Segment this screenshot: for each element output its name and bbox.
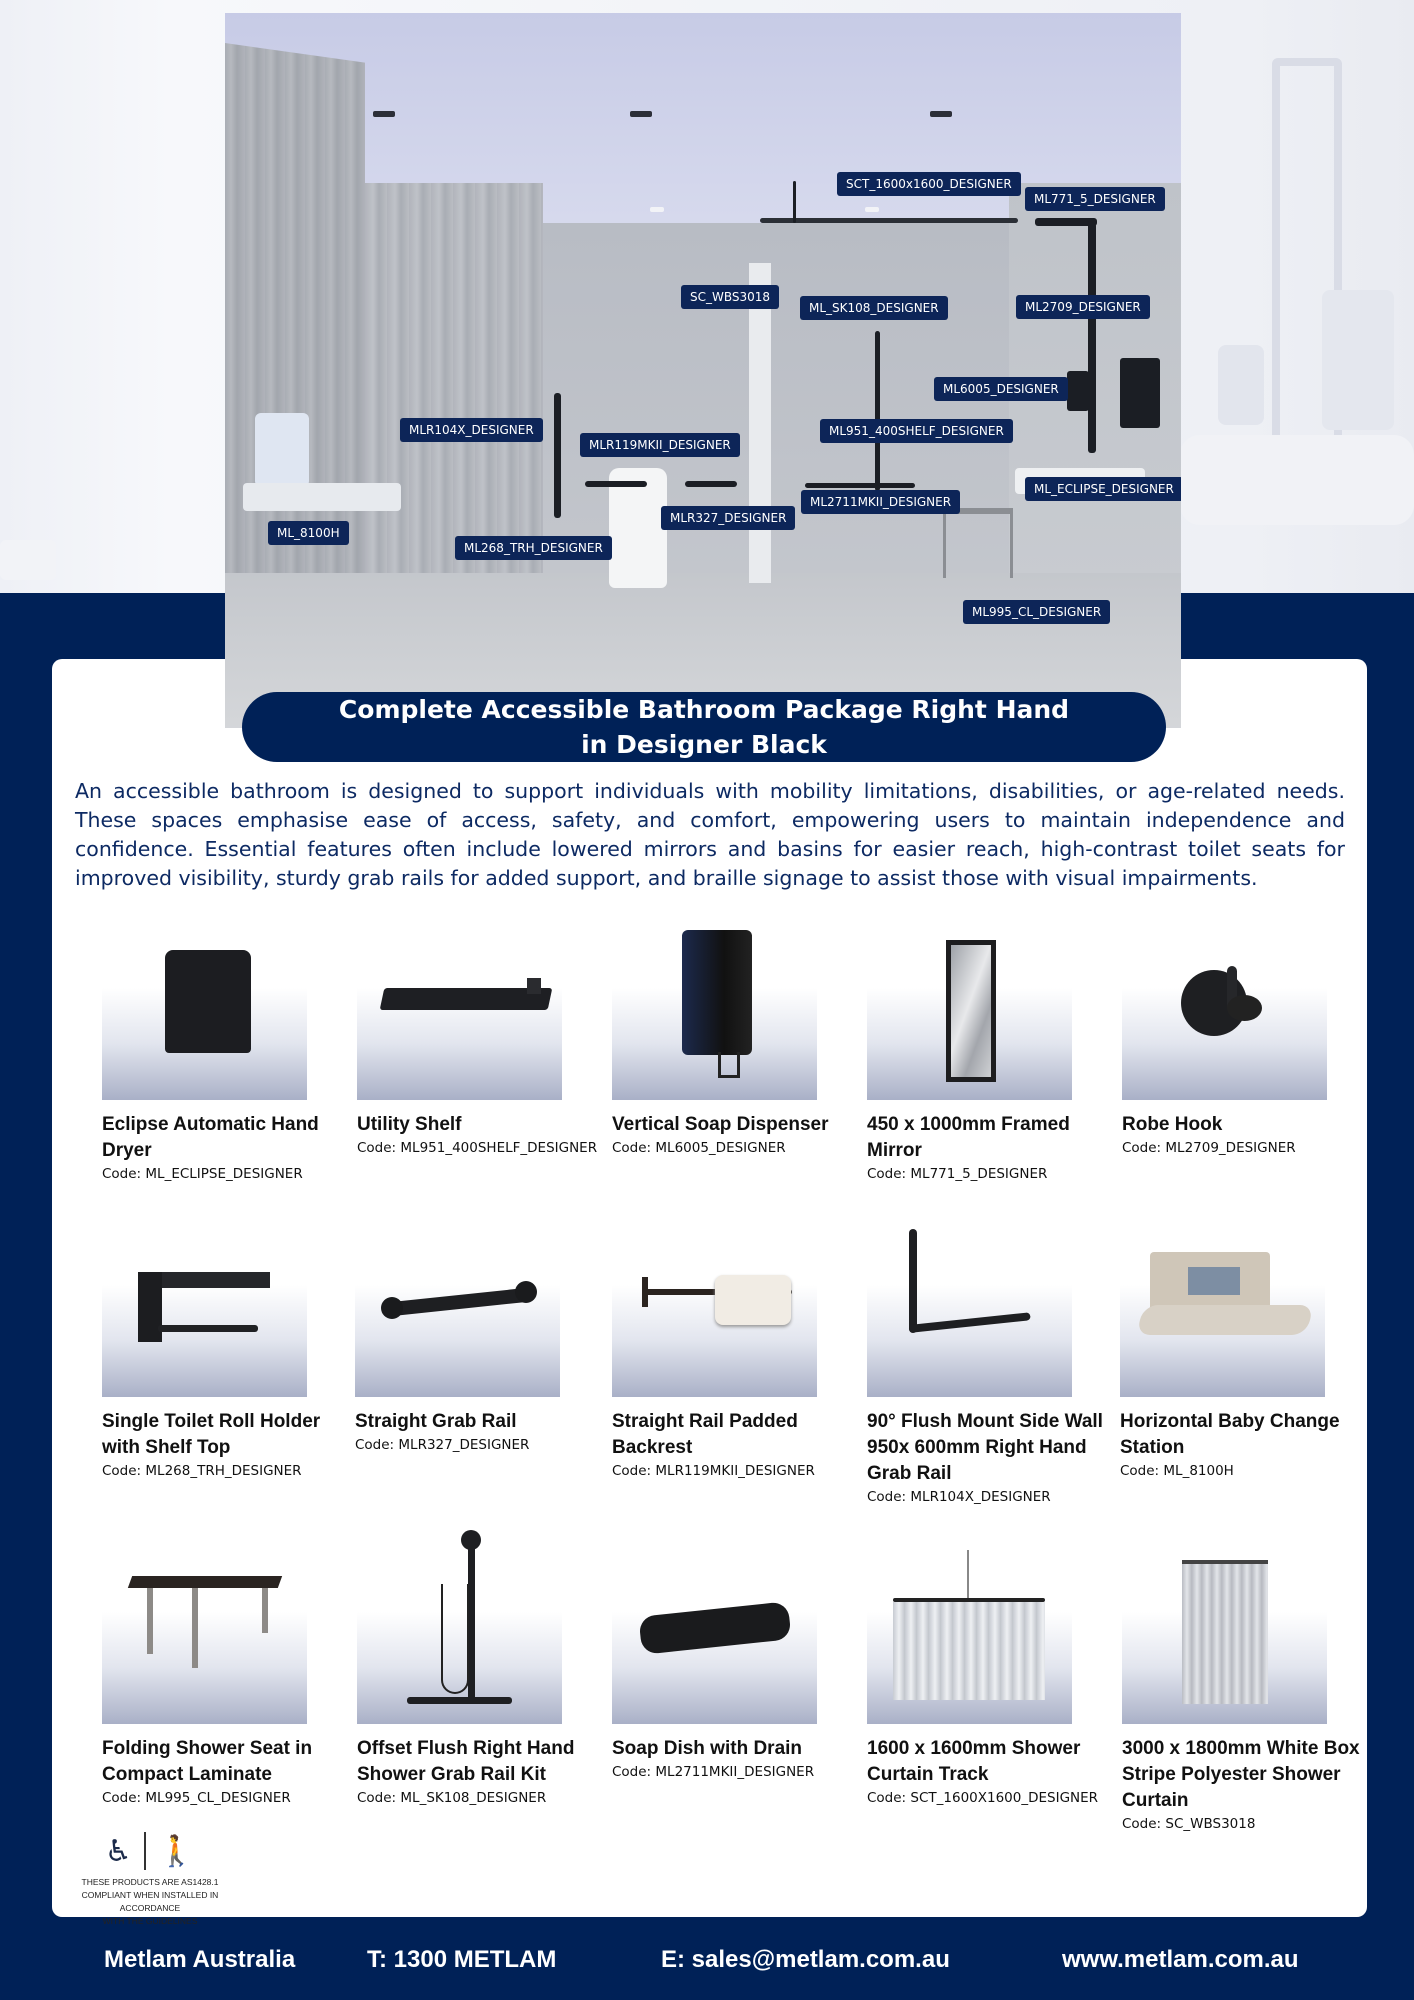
- product-image: [867, 1237, 1072, 1397]
- shower-seat: [943, 508, 1013, 578]
- product-code: Code: ML6005_DESIGNER: [612, 1140, 786, 1156]
- seat-leg: [192, 1588, 198, 1668]
- product-image: [102, 1237, 307, 1397]
- footer: [0, 1936, 1414, 1982]
- page-title: [242, 692, 1166, 762]
- product-image: [357, 940, 562, 1100]
- product-code: Code: ML995_CL_DESIGNER: [102, 1790, 291, 1806]
- product-name: Single Toilet Roll Holder with Shelf Top: [102, 1411, 321, 1458]
- hero-label: MLR104X_DESIGNER: [400, 418, 543, 442]
- product-code: Code: ML_ECLIPSE_DESIGNER: [102, 1166, 303, 1182]
- footer-company: Metlam Australia: [104, 1946, 296, 1973]
- footer-phone[interactable]: T: 1300 METLAM: [367, 1946, 557, 1973]
- hero-label: ML6005_DESIGNER: [934, 377, 1068, 401]
- baby-change-panel: [1188, 1267, 1240, 1295]
- product-card[interactable]: [102, 1237, 347, 1481]
- hero-label: MLR327_DESIGNER: [661, 506, 795, 530]
- mirror-icon: [946, 940, 996, 1082]
- hero-label: ML2709_DESIGNER: [1016, 295, 1150, 319]
- hero-label: SC_WBS3018: [681, 285, 779, 309]
- background-basin: [1180, 435, 1414, 525]
- page-title-line-1: Complete Accessible Bathroom Package Right Hand: [338, 695, 1070, 724]
- rail-flange: [515, 1281, 537, 1303]
- product-code: Code: ML_SK108_DESIGNER: [357, 1790, 547, 1806]
- product-code: Code: ML951_400SHELF_DESIGNER: [357, 1140, 598, 1156]
- product-code: Code: ML_8100H: [1120, 1463, 1234, 1479]
- product-code: Code: SC_WBS3018: [1122, 1816, 1256, 1832]
- backrest-arm: [642, 1277, 648, 1307]
- grab-rail-icon: [385, 1287, 534, 1316]
- curtain-track: [760, 218, 1018, 223]
- product-card[interactable]: [357, 940, 602, 1158]
- product-image: [357, 1564, 562, 1724]
- seat-leg: [147, 1588, 153, 1654]
- product-image: [612, 940, 817, 1100]
- l-grab-rail-icon: [909, 1229, 917, 1333]
- shower-rail-bottom: [407, 1697, 512, 1704]
- holder-bar: [158, 1325, 258, 1332]
- ceiling-light: [650, 207, 664, 212]
- product-card[interactable]: [357, 1564, 602, 1808]
- soap-dispenser-icon: [682, 930, 752, 1055]
- product-card[interactable]: [612, 1564, 857, 1782]
- footer-email[interactable]: E: sales@metlam.com.au: [661, 1946, 950, 1973]
- product-image: [1120, 1237, 1325, 1397]
- soap-dish-icon: [638, 1601, 791, 1654]
- seat-leg: [262, 1588, 268, 1633]
- hero-label: ML268_TRH_DESIGNER: [455, 536, 612, 560]
- ceiling-light: [930, 111, 952, 117]
- product-name: Vertical Soap Dispenser: [612, 1114, 829, 1135]
- product-image: [355, 1237, 560, 1397]
- compliance-text: [60, 1876, 240, 1928]
- product-name: Straight Grab Rail: [355, 1411, 517, 1432]
- product-image: [102, 1564, 307, 1724]
- product-code: Code: ML2709_DESIGNER: [1122, 1140, 1296, 1156]
- product-image: [612, 1237, 817, 1397]
- product-code: Code: SCT_1600X1600_DESIGNER: [867, 1790, 1099, 1806]
- curtain-track-icon: [967, 1550, 969, 1598]
- baby-change-table: [243, 483, 401, 511]
- product-name: Straight Rail Padded Backrest: [612, 1411, 798, 1458]
- product-name: Offset Flush Right Hand Shower Grab Rail Kit: [357, 1738, 575, 1785]
- intro-paragraph: An accessible bathroom is designed to support individuals with mobility limitations, disabilities, or age-related needs. These spaces emphasise ease of access, safety, and comfort, empowering users to maintain independence and confidence. Essential features often include lowered mirrors and basins for easier reach, high-contrast toilet seats for improved visibility, sturdy grab rails for added support, and braille signage to assist those with visual impairments.: [75, 779, 1345, 890]
- hero-label: ML_SK108_DESIGNER: [800, 296, 948, 320]
- robe-hook-knob: [1227, 995, 1262, 1021]
- curtain-fabric: [893, 1602, 1045, 1700]
- product-name: 90° Flush Mount Side Wall 950x 600mm Right Hand Grab Rail: [867, 1411, 1103, 1484]
- curtain-fabric: [1182, 1564, 1268, 1704]
- shower-grab-rail: [805, 483, 915, 488]
- bathroom-hero-image: [225, 13, 1181, 728]
- product-card[interactable]: [102, 1564, 347, 1808]
- shower-rail-kit-icon: [468, 1534, 475, 1704]
- shower-head: [461, 1530, 481, 1550]
- product-code: Code: ML268_TRH_DESIGNER: [102, 1463, 302, 1479]
- page-title-line-2: in Designer Black: [581, 730, 827, 759]
- product-image: [612, 1564, 817, 1724]
- product-card[interactable]: [612, 1237, 857, 1481]
- shower-grab-rail: [875, 331, 880, 491]
- product-code: Code: ML2711MKII_DESIGNER: [612, 1764, 815, 1780]
- product-image: [1122, 1564, 1327, 1724]
- product-card[interactable]: [1120, 1237, 1365, 1481]
- hero-label: ML2711MKII_DESIGNER: [801, 490, 960, 514]
- hero-label: ML_8100H: [268, 521, 349, 545]
- wheelchair-icon: ♿: [104, 1833, 132, 1869]
- background-fixture: [0, 540, 56, 580]
- product-name: Folding Shower Seat in Compact Laminate: [102, 1738, 313, 1785]
- product-image: [867, 1564, 1072, 1724]
- product-code: Code: MLR119MKII_DESIGNER: [612, 1463, 815, 1479]
- product-name: Soap Dish with Drain: [612, 1738, 803, 1759]
- product-code: Code: MLR104X_DESIGNER: [867, 1489, 1051, 1505]
- product-code: Code: ML771_5_DESIGNER: [867, 1166, 1048, 1182]
- ceiling-light: [630, 111, 652, 117]
- product-image: [102, 940, 307, 1100]
- product-card[interactable]: [1122, 1564, 1367, 1834]
- product-image: [1122, 940, 1327, 1100]
- compliance-badge: [60, 1830, 240, 1928]
- product-card[interactable]: [355, 1237, 600, 1455]
- product-card[interactable]: [102, 940, 347, 1184]
- product-card[interactable]: [867, 1237, 1112, 1507]
- product-code: Code: MLR327_DESIGNER: [355, 1437, 530, 1453]
- hero-label: ML_ECLIPSE_DESIGNER: [1025, 477, 1181, 501]
- backrest-rail: [585, 481, 647, 487]
- product-name: Utility Shelf: [357, 1114, 462, 1135]
- compliance-text-line: COMPLIANT WHEN INSTALLED IN ACCORDANCE: [81, 1890, 219, 1913]
- shower-column: [749, 263, 771, 583]
- product-name: 1600 x 1600mm Shower Curtain Track: [867, 1738, 1081, 1785]
- curtain-track-drop: [793, 181, 796, 223]
- product-card[interactable]: [1122, 940, 1367, 1158]
- l-grab-rail-bottom: [909, 1312, 1031, 1333]
- hero-label: ML951_400SHELF_DESIGNER: [820, 419, 1013, 443]
- shelf-lip: [527, 978, 541, 994]
- ambulant-icon: 🚶: [157, 1833, 196, 1869]
- baby-change-unit: [255, 413, 309, 487]
- background-dispenser: [1218, 345, 1264, 425]
- backrest-pad: [715, 1275, 791, 1325]
- hand-dryer-icon: [165, 950, 251, 1053]
- shower-seat-icon: [128, 1576, 282, 1588]
- l-grab-rail: [554, 393, 561, 518]
- ceiling-light: [373, 111, 395, 117]
- product-name: 3000 x 1800mm White Box Stripe Polyester Shower Curtain: [1122, 1738, 1360, 1811]
- dispenser-lever: [718, 1052, 740, 1078]
- hero-label: ML995_CL_DESIGNER: [963, 600, 1110, 624]
- ceiling-light: [865, 207, 879, 212]
- hero-label: SCT_1600x1600_DESIGNER: [837, 172, 1021, 196]
- hand-dryer: [1120, 358, 1160, 428]
- mirror-frame: [1035, 218, 1097, 226]
- product-image: [867, 940, 1072, 1100]
- product-name: 450 x 1000mm Framed Mirror: [867, 1114, 1070, 1161]
- rail-flange: [381, 1297, 403, 1319]
- background-dryer: [1322, 290, 1394, 430]
- product-name: Robe Hook: [1122, 1114, 1223, 1135]
- footer-website[interactable]: www.metlam.com.au: [1062, 1946, 1299, 1973]
- product-name: Horizontal Baby Change Station: [1120, 1411, 1340, 1458]
- straight-grab-rail: [685, 481, 737, 487]
- mirror-frame: [1088, 223, 1096, 453]
- compliance-icons: [60, 1830, 240, 1872]
- shower-hose: [441, 1584, 469, 1694]
- compliance-divider: [144, 1832, 146, 1870]
- compliance-text-line: THESE PRODUCTS ARE AS1428.1: [81, 1877, 219, 1887]
- compliance-text-line: WITH THE GUIDELINES: [102, 1916, 198, 1926]
- product-card[interactable]: [612, 940, 857, 1158]
- baby-change-table: [1136, 1305, 1314, 1335]
- product-card[interactable]: [867, 940, 1112, 1184]
- product-card[interactable]: [867, 1564, 1112, 1808]
- hero-label: MLR119MKII_DESIGNER: [580, 433, 740, 457]
- product-name: Eclipse Automatic Hand Dryer: [102, 1114, 319, 1161]
- soap-dispenser: [1067, 371, 1089, 411]
- hero-label: ML771_5_DESIGNER: [1025, 187, 1165, 211]
